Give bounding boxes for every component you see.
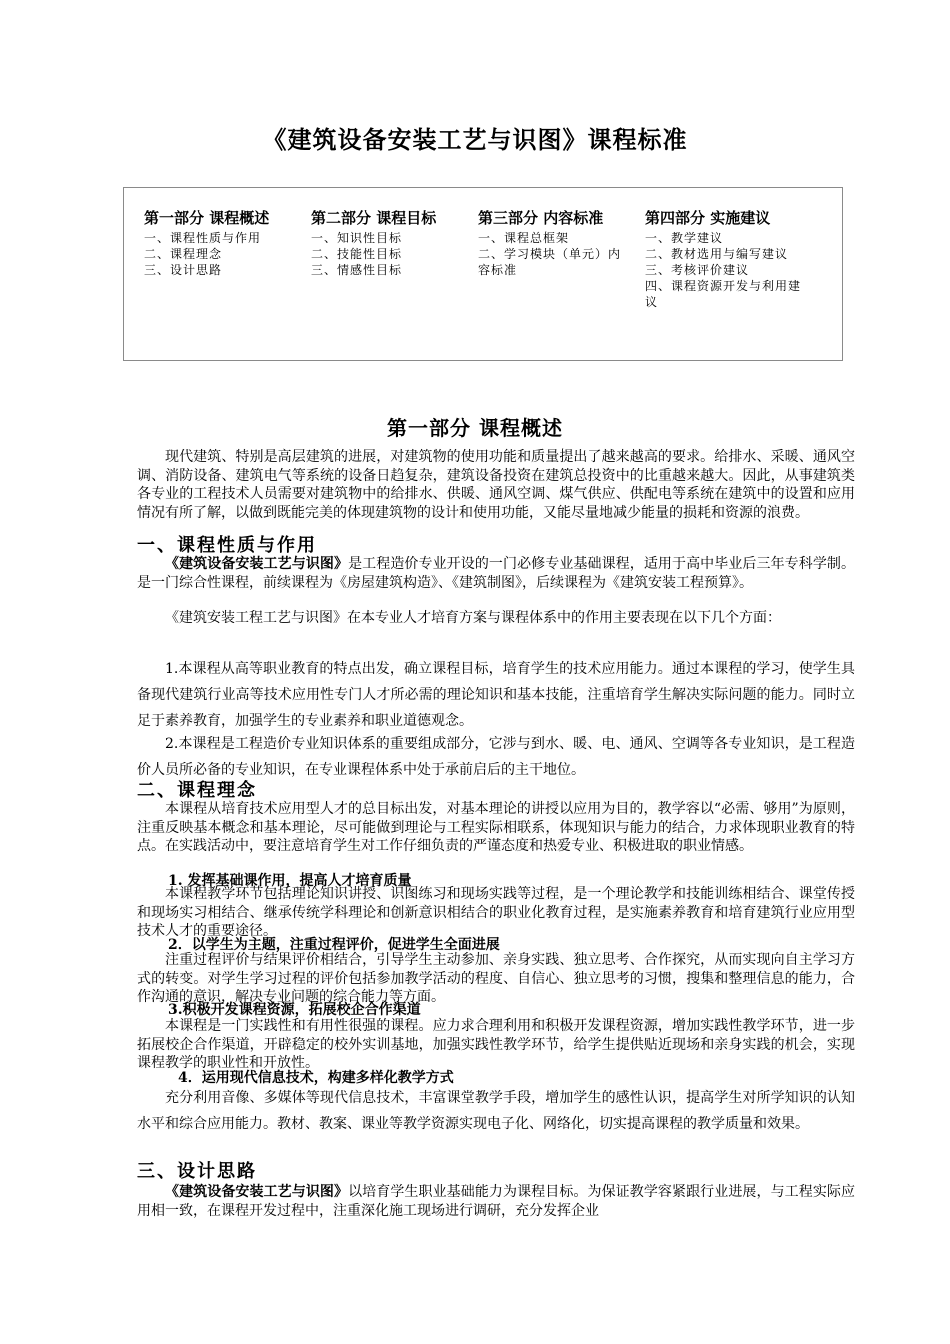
- section-1-paragraph-1: [137, 555, 855, 592]
- toc-item: 一、课程性质与作用: [144, 231, 262, 245]
- toc-item: 三、考核评价建议: [645, 263, 750, 277]
- document-title: 《建筑设备安装工艺与识图》课程标准: [262, 125, 688, 154]
- toc-item: 三、情感性目标: [311, 263, 403, 277]
- section-1-heading: 一、课程性质与作用: [137, 535, 317, 556]
- toc-item: 一、知识性目标: [311, 231, 403, 245]
- section-2-paragraph-3: 注重过程评价与结果评价相结合，引导学生主动参加、亲身实践、独立思考、合作探究，从而实现向自主学习方式的转变。对学生学习过程的评价包括参加教学活动的程度、自信心、独立思考的习惯，搜集和整理信息的能力，合作沟通的意识，解决专业问题的综合能力等方面。: [137, 952, 855, 1005]
- toc-heading: 第四部分 实施建议: [645, 209, 771, 227]
- course-name-bold: 《建筑设备安装工艺与识图》: [165, 556, 349, 572]
- toc-part-1: [144, 208, 304, 278]
- section-3-heading: 三、设计思路: [137, 1161, 257, 1182]
- intro-paragraph: 现代建筑、特别是高层建筑的进展，对建筑物的使用功能和质量提出了越来越高的要求。给排水、采暖、通风空调、消防设备、建筑电气等系统的设备日趋复杂，建筑设备投资在建筑总投资中的比重越来越大。因此，从事建筑类各专业的工程技术人员需要对建筑物中的给排水、供暖、通风空调、煤气供应、供配电等系统在建筑中的设置和应用情况有所了解，以做到既能完美的体现建筑物的设计和使用功能，又能尽量地减少能量的损耗和资源的浪费。: [137, 449, 855, 521]
- section-2-heading: 二、课程理念: [137, 780, 257, 801]
- toc-item: 一、课程总框架: [478, 231, 570, 245]
- toc-item: 四、课程资源开发与利用建议: [645, 279, 802, 309]
- section-1-point-1: 1.本课程从高等职业教育的特点出发，确立课程目标，培育学生的技术应用能力。通过本课程的学习，使学生具备现代建筑行业高等技术应用性专门人才所必需的理论知识和基本技能，注重培育学生解决实际问题的能力。同时立足于素养教育，加强学生的专业素养和职业道德观念。: [137, 661, 855, 729]
- toc-item: 二、课程理念: [144, 247, 223, 261]
- section-1-paragraph-2: 《建筑安装工程工艺与识图》在本专业人才培育方案与课程体系中的作用主要表现在以下几个方面：: [165, 610, 781, 626]
- toc-heading: 第二部分 课程目标: [311, 209, 437, 227]
- toc-part-3: [478, 208, 628, 278]
- section-2-paragraph-5: 充分利用音像、多媒体等现代信息技术，丰富课堂教学手段，增加学生的感性认识，提高学生对所学知识的认知水平和综合应用能力。教材、教案、课业等教学资源实现电子化、网络化，切实提高课程的教学质量和效果。: [137, 1090, 855, 1132]
- table-of-contents: [123, 187, 843, 361]
- toc-item: 一、教学建议: [645, 231, 724, 245]
- toc-item: 二、学习模块（单元）内容标准: [478, 247, 622, 277]
- section-2-subheading-3: 3.积极开发课程资源，拓展校企合作渠道: [168, 1002, 421, 1018]
- section-1-point-2: 2.本课程是工程造价专业知识体系的重要组成部分，它涉与到水、暖、电、通风、空调等各专业知识，是工程造价人员所必备的专业知识，在专业课程体系中处于承前启后的主干地位。: [137, 736, 855, 778]
- toc-item: 二、技能性目标: [311, 247, 403, 261]
- paragraph-text: 以培育学生职业基础能力为课程目标。为保证教学容紧跟行业进展，与工程实际应用相一致，在课程开发过程中，注重深化施工现场进行调研，充分发挥企业: [137, 1184, 856, 1219]
- section-2-subheading-4: 4．运用现代信息技术，构建多样化教学方式: [178, 1070, 454, 1086]
- toc-heading: 第一部分 课程概述: [144, 209, 270, 227]
- paragraph-text: 是工程造价专业开设的一门必修专业基础课程，适用于高中毕业后三年专科学制。是一门综合性课程，前续课程为《房屋建筑构造》、《建筑制图》，后续课程为《建筑安装工程预算》。: [137, 556, 856, 591]
- toc-part-2: [311, 208, 471, 278]
- section-2-paragraph-2: 本课程教学环节包括理论知识讲授、识图练习和现场实践等过程，是一个理论教学和技能训练相结合、课堂传授和现场实习相结合、继承传统学科理论和创新意识相结合的职业化教育过程，是实施素养教育和培育建筑行业应用型技术人才的重要途径。: [137, 886, 855, 939]
- section-2-paragraph-4: 本课程是一门实践性和有用性很强的课程。应力求合理利用和积极开发课程资源，增加实践性教学环节，进一步拓展校企合作渠道，开辟稳定的校外实训基地，加强实践性教学环节，给学生提供贴近现场和亲身实践的机会，实现课程教学的职业性和开放性。: [137, 1018, 855, 1071]
- toc-item: 三、设计思路: [144, 263, 223, 277]
- section-2-subheading-2: 2．以学生为主题，注重过程评价，促进学生全面进展: [168, 937, 500, 953]
- course-name-bold: 《建筑设备安装工艺与识图》: [165, 1184, 349, 1200]
- part-1-title: 第一部分 课程概述: [387, 416, 563, 440]
- toc-heading: 第三部分 内容标准: [478, 209, 604, 227]
- toc-item: 二、教材选用与编写建议: [645, 247, 789, 261]
- section-2-subheading-1: 1. 发挥基础课作用，提高人才培育质量: [168, 873, 412, 889]
- section-3-paragraph-1: [137, 1183, 855, 1220]
- section-2-paragraph-1: 本课程从培育技术应用型人才的总目标出发，对基本理论的讲授以应用为目的，教学容以“必需、够用”为原则，注重反映基本概念和基本理论，尽可能做到理论与工程实际相联系，体现知识与能力的结合，力求体现职业教育的特点。在实践活动中，要注意培育学生对工作仔细负责的严谨态度和热爱专业、积极进取的职业情感。: [137, 801, 855, 854]
- toc-part-4: [645, 208, 810, 310]
